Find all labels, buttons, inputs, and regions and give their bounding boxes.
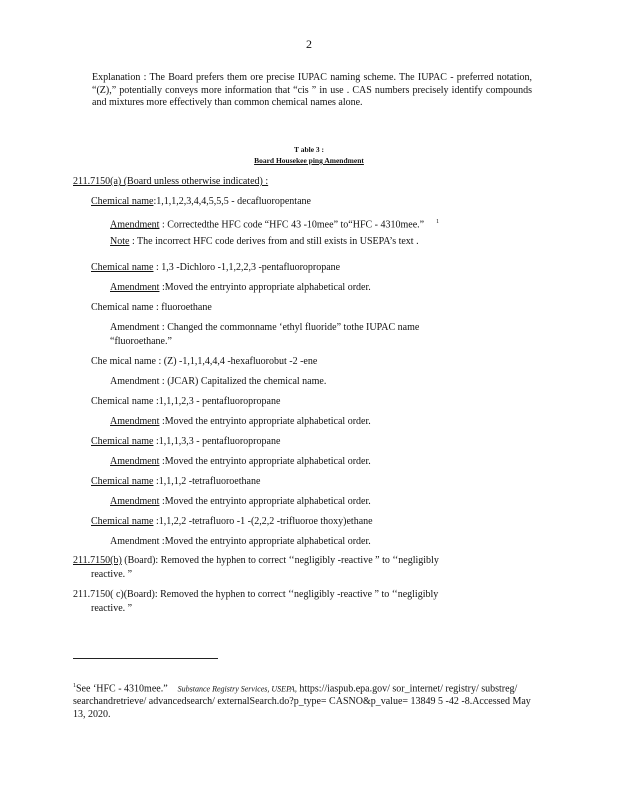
table-header: Board Housekee ping Amendment [254,156,364,165]
entry-text: :1,1,2,2 -tetrafluoro -1 -(2,2,2 -trifluoroe thoxy)ethane [153,516,373,527]
section-c: 211.7150( c)(Board): Removed the hyphen to correct ‘‘negligibly -reactive ” to ‘‘negligibly [73,589,439,600]
page-number: 2 [306,37,312,51]
entry-line [110,216,439,231]
entry-line [91,302,212,314]
entry-line [91,196,311,208]
entry-text: : The incorrect HFC code derives from and still exists in USEPA’s text . [129,236,419,247]
entry-line [110,336,172,348]
entry-line [110,322,419,334]
footnote-lead: See ‘HFC - 4310mee.” [76,683,168,695]
entry-label: Chemical name [91,516,154,527]
entry-line [110,456,371,468]
entry-label: Amendment [110,219,160,231]
entry-line [110,536,371,548]
entry-line [91,436,280,448]
entry-label: Amendment [110,496,160,507]
section-c-continuation: reactive. ” [91,603,133,614]
entry-text: :Moved the entryinto appropriate alphabetical order. [159,496,371,507]
section-b-label: 211.7150(b) [73,555,122,566]
entry-text: Amendment : (JCAR) Capitalized the chemical name. [110,376,327,387]
entry-label: Chemical name [91,196,154,207]
entry-line [110,376,326,388]
section-a-heading: 211.7150(a) (Board unless otherwise indicated) : [73,176,269,187]
entry-text: Che mical name : (Z) -1,1,1,4,4,4 -hexafluorobut -2 -ene [91,356,318,367]
table-title: T able 3 : [293,145,325,154]
section-b-text: (Board): Removed the hyphen to correct ‘‘negligibly -reactive ” to ‘‘negligibly [121,555,439,566]
entry-label: Amendment [110,282,160,293]
entry-text: Amendment : Changed the commonname ‘ethyl fluoride” tothe IUPAC name [110,322,420,333]
entry-text: :1,1,1,2 -tetrafluoroethane [153,476,261,487]
entry-line [110,416,371,428]
entry-text: Chemical name :1,1,1,2,3 - pentafluoropropane [91,396,281,407]
entry-text: :Moved the entryinto appropriate alphabetical order. [159,416,371,427]
footnote-url: https://iaspub.epa.gov/ sor_internet/ registry/ substreg/ searchandretrieve/ advancedsearch/ externalSearch.do?p_type= CASNO&p_value= 13849 5 -42 -8.Accessed May 13, 2020. [73,683,531,721]
footnote-separator [73,658,218,659]
footnote-source: Substance Registry Services, USEPA, [177,684,297,694]
entry-text: Chemical name : fluoroethane [91,302,212,313]
entry-label: Amendment [110,416,160,427]
entry-line [91,356,317,368]
explanation-paragraph: Explanation : The Board prefers them ore precise IUPAC naming scheme. The IUPAC - preferred notation, “(Z),” potentially conveys more information that “cis ” in use . CAS numbers precisely identify compounds and mixtures more effectively than common chemical names alone. [92,72,532,108]
entry-text: :1,1,1,3,3 - pentafluoropropane [153,436,281,447]
footnote-marker: 1 [73,683,76,689]
entry-text: “fluoroethane.” [110,336,172,347]
entry-text: Amendment :Moved the entryinto appropriate alphabetical order. [110,536,371,547]
section-b-continuation: reactive. ” [91,569,133,580]
entry-text: :Moved the entryinto appropriate alphabetical order. [159,456,371,467]
entry-text: : Correctedthe HFC code “HFC 43 -10mee” to“HFC - 4310mee.” [159,219,425,231]
entry-text: :1,1,1,2,3,4,4,5,5,5 - decafluoropentane [153,196,311,207]
entry-label: Chemical name [91,436,154,447]
footnote [73,680,533,721]
entry-line [91,262,340,274]
entry-label: Chemical name [91,262,154,273]
entry-line [110,496,371,508]
section-b [73,555,439,567]
entry-text: :Moved the entryinto appropriate alphabetical order. [159,282,371,293]
entry-text: : 1,3 -Dichloro -1,1,2,2,3 -pentafluoropropane [153,262,341,273]
entry-label: Note [110,236,130,247]
entry-label: Amendment [110,456,160,467]
entry-line [110,282,371,294]
entry-line [110,236,419,248]
entry-line [91,516,373,528]
entry-line [91,396,280,408]
entry-label: Chemical name [91,476,154,487]
entry-line [91,476,260,488]
footnote-ref: 1 [436,219,440,225]
